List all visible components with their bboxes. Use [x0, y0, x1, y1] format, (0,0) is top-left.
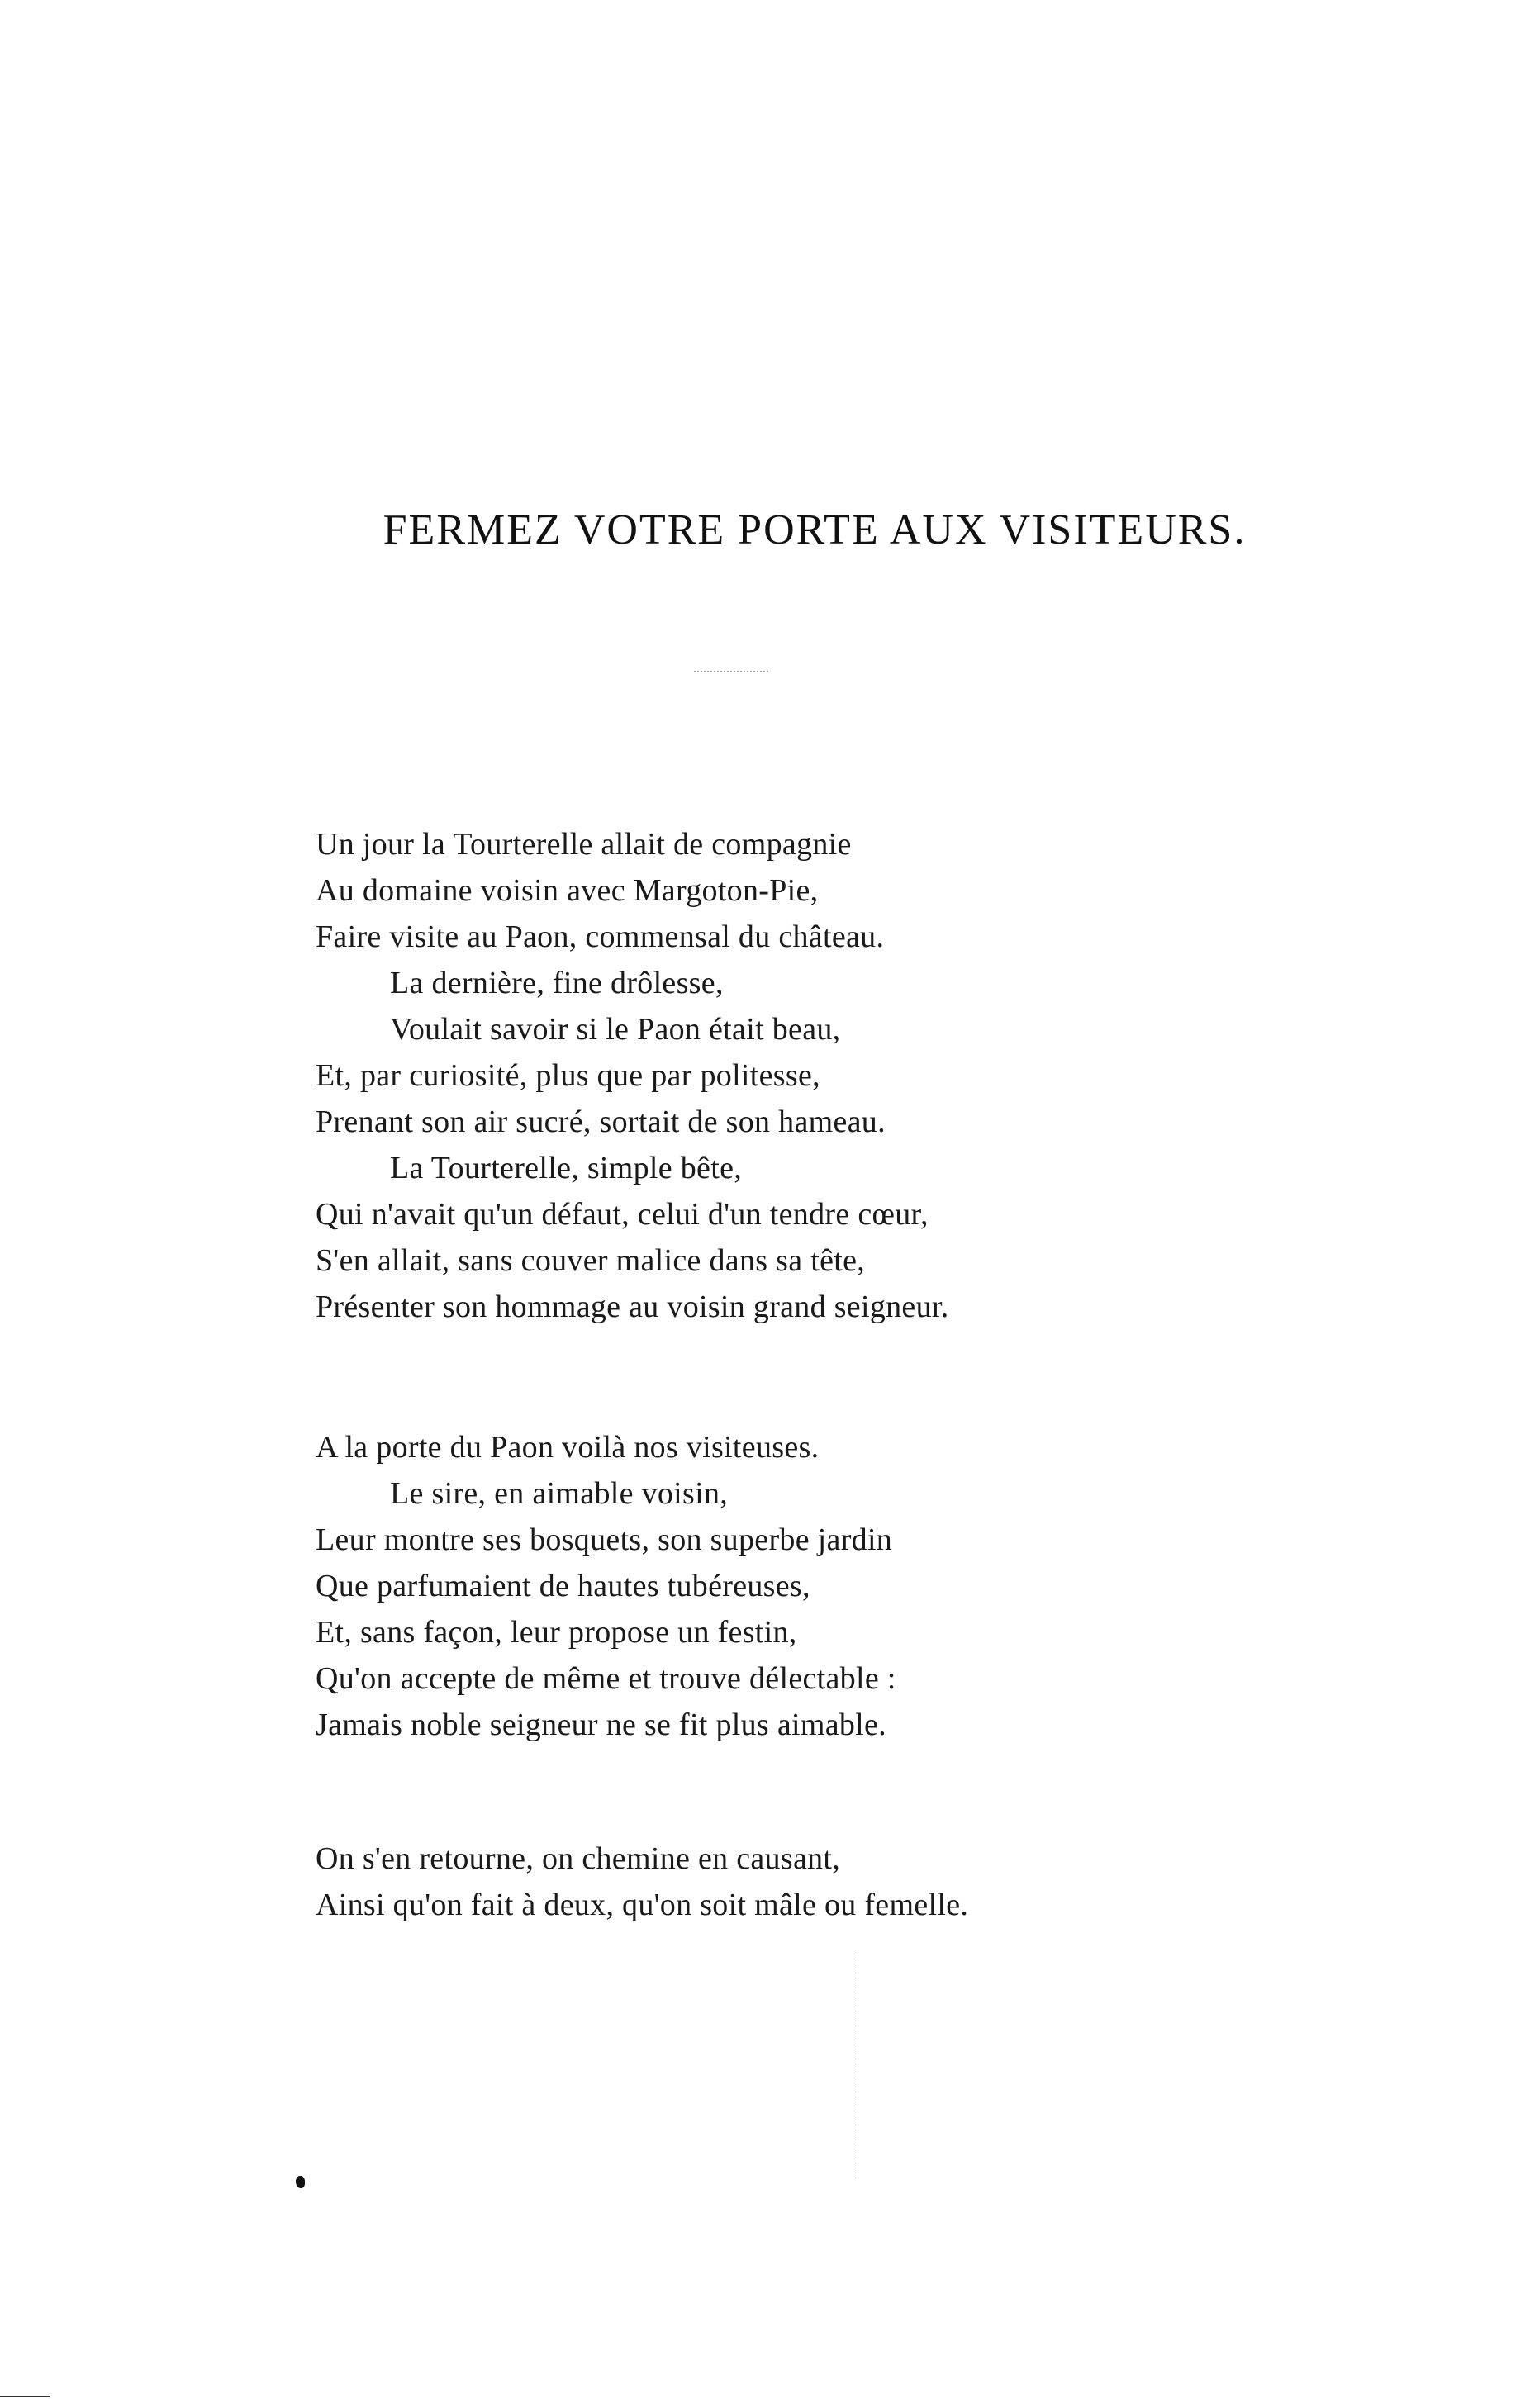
verse-line: La Tourterelle, simple bête, — [390, 1151, 743, 1185]
verse-line: A la porte du Paon voilà nos visiteuses. — [316, 1430, 820, 1465]
scan-edge-mark — [0, 2396, 50, 2397]
stanza-2 — [316, 1424, 896, 1748]
verse-line: Jamais noble seigneur ne se fit plus aimable. — [316, 1707, 886, 1742]
verse-line: Et, par curiosité, plus que par politesse, — [316, 1058, 820, 1093]
verse-line: Le sire, en aimable voisin, — [390, 1476, 729, 1511]
verse-line: Un jour la Tourterelle allait de compagnie — [316, 827, 852, 862]
stanza-3 — [316, 1836, 968, 1928]
verse-line: On s'en retourne, on chemine en causant, — [316, 1841, 841, 1876]
verse-line: Présenter son hommage au voisin grand seigneur. — [316, 1289, 949, 1324]
verse-line: Au domaine voisin avec Margoton-Pie, — [316, 873, 819, 908]
ink-speck — [296, 2176, 305, 2188]
verse-line: Ainsi qu'on fait à deux, qu'on soit mâle ou femelle. — [316, 1888, 969, 1922]
verse-line: Voulait savoir si le Paon était beau, — [390, 1012, 841, 1047]
verse-line: Qui n'avait qu'un défaut, celui d'un tendre cœur, — [316, 1197, 929, 1232]
verse-line: Qu'on accepte de même et trouve délectable : — [316, 1661, 896, 1696]
verse-line: S'en allait, sans couver malice dans sa tête, — [316, 1243, 866, 1278]
verse-line: Prenant son air sucré, sortait de son hameau. — [316, 1104, 886, 1139]
stanza-1 — [316, 821, 949, 1330]
verse-line: Leur montre ses bosquets, son superbe jardin — [316, 1522, 893, 1557]
verse-line: La dernière, fine drôlesse, — [390, 966, 724, 1000]
title-separator — [694, 671, 768, 672]
verse-line: Faire visite au Paon, commensal du château. — [316, 919, 885, 954]
verse-line: Que parfumaient de hautes tubéreuses, — [316, 1569, 810, 1603]
poem-title: FERMEZ VOTRE PORTE AUX VISITEURS. — [382, 506, 1247, 553]
verse-line: Et, sans façon, leur propose un festin, — [316, 1615, 797, 1650]
